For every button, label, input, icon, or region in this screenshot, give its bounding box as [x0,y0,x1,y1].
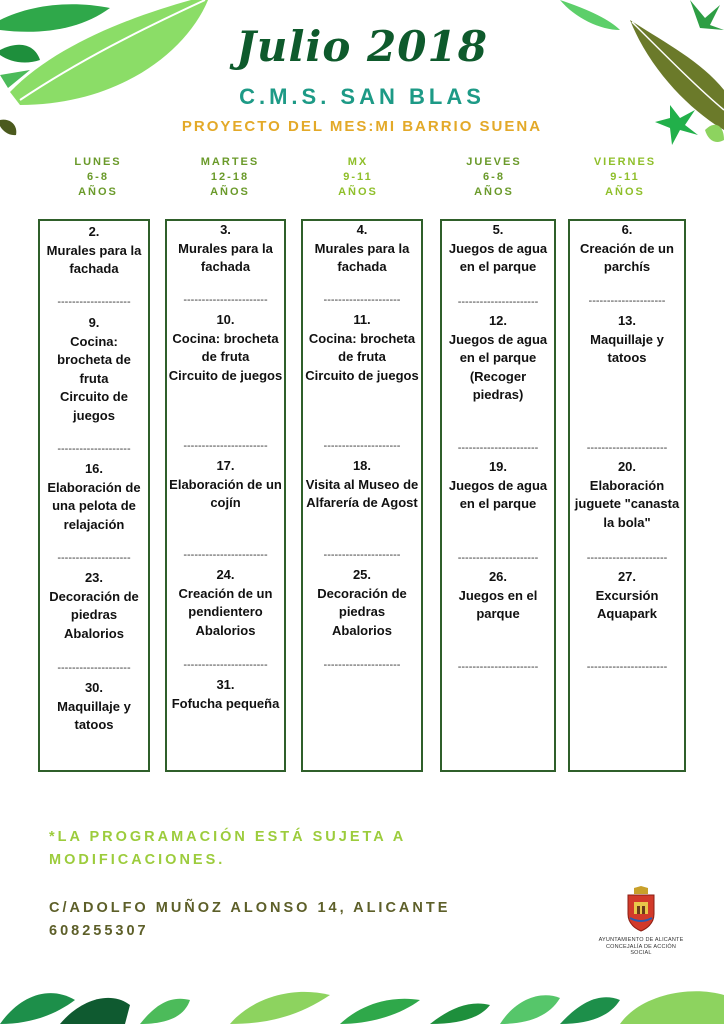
activity-entry [40,314,148,425]
activity-text: parque [476,606,520,621]
separator: ---------------------- [586,552,668,564]
activity-text: Elaboración de [47,479,141,495]
activity-text: Elaboración [589,477,665,493]
coat-of-arms-icon [624,886,658,932]
activity-text: Circuito de juegos [168,367,283,383]
activity-text: la bola" [603,514,651,530]
schedule-column-viernes [568,219,686,772]
address: C/ADOLFO MUÑOZ ALONSO 14, ALICANTE [49,900,451,916]
activity-entry [40,679,148,735]
date-number: 12. [488,313,508,328]
separator: ---------------------- [457,661,539,673]
activity-text: Cocina: brocheta [308,330,416,346]
date-number: 9. [88,315,100,330]
contact-info [49,897,509,943]
day-ages: 6-8 [87,171,109,183]
day-header-viernes [565,155,685,200]
activity-text: Elaboración de un [169,476,282,492]
day-ages-label: AÑOS [474,186,514,198]
activity-text: relajación [63,516,125,532]
date-number: 24. [216,567,235,582]
date-number: 11. [353,312,371,327]
date-number: 5. [492,222,504,237]
activity-text: Juegos en el [458,587,538,603]
activity-entry [303,566,421,640]
date-number: 18. [352,458,372,473]
separator: ----------------------- [183,294,268,306]
activity-text: piedras [338,604,386,619]
day-ages-label: AÑOS [338,186,378,198]
activity-text: Alfarería de Agost [306,495,418,510]
activity-text: juguete "canasta [574,496,680,511]
activity-entry [167,221,284,277]
activity-entry [303,221,421,277]
separator: --------------------- [588,295,666,307]
date-number: 23. [84,570,104,585]
date-number: 27. [617,569,637,584]
activity-text: una pelota de [52,498,136,513]
activity-text: Juegos de agua [448,240,548,256]
activity-text: Decoración de [49,588,139,604]
activity-text: fruta [79,370,109,386]
activity-text: Cocina: brocheta [172,330,279,346]
day-ages: 9-11 [343,171,373,183]
separator: --------------------- [323,659,401,671]
activity-entry [167,457,284,513]
activity-text: Abalorios [332,622,392,638]
separator: ---------------------- [457,552,539,564]
day-header-lunes [38,155,158,200]
separator: ----------------------- [183,659,268,671]
activity-text: pendientero [188,604,263,619]
day-ages-label: AÑOS [605,186,645,198]
day-name: MARTES [200,156,260,168]
activity-text: Excursión [595,587,659,603]
activity-text: piedras [70,607,118,622]
activity-entry [167,311,284,385]
activity-text: parchís [603,259,651,274]
day-ages: 12-18 [210,171,250,183]
date-number: 25. [352,567,372,582]
activity-text: en el parque [459,259,537,274]
day-header-jueves [434,155,554,200]
activity-entry [40,223,148,279]
separator: ---------------------- [586,661,668,673]
activity-text: Abalorios [64,625,124,641]
schedule-column-jueves [440,219,556,772]
date-number: 6. [621,222,633,237]
activity-entry [570,568,684,624]
day-ages: 6-8 [483,171,505,183]
separator: ---------------------- [586,442,668,454]
activity-entry [570,312,684,368]
activity-entry [442,312,554,405]
center-name: C.M.S. SAN BLAS [239,84,485,109]
day-ages-label: AÑOS [210,186,250,198]
activity-entry [303,311,421,385]
day-header-martes [170,155,290,200]
day-name: JUEVES [466,156,522,168]
separator: ----------------------- [183,549,268,561]
activity-text: fachada [337,259,387,274]
activity-text: tatoos [607,350,647,365]
disclaimer-line: MODIFICACIONES. [49,852,226,868]
schedule-column-lunes [38,219,150,772]
activity-text: en el parque [459,496,537,511]
activity-entry [167,566,284,640]
logo-text: CONCEJALÍA DE ACCIÓN SOCIAL [605,943,677,956]
activity-text: Maquillaje y [57,698,131,714]
separator: ----------------------- [183,440,268,452]
activity-text: Decoración de [317,585,407,601]
disclaimer-note [49,826,469,872]
separator: -------------------- [57,296,131,308]
activity-text: piedras) [472,387,524,402]
day-ages: 9-11 [610,171,640,183]
separator: -------------------- [57,443,131,455]
disclaimer-line: *LA PROGRAMACIÓN ESTÁ SUJETA A [49,829,407,845]
activity-entry [442,221,554,277]
separator: -------------------- [57,552,131,564]
activity-text: tatoos [74,717,114,732]
activity-entry [570,458,684,532]
activity-text: juegos [73,407,115,423]
activity-text: brocheta de [57,352,131,367]
date-number: 31. [216,677,235,692]
activity-entry [40,569,148,643]
activity-entry [40,460,148,534]
activity-text: Circuito de juegos [305,367,419,383]
schedule-column-martes [165,219,286,772]
date-number: 2. [88,224,100,239]
activity-text: Juegos de agua [448,477,548,493]
city-council-logo [596,886,686,957]
activity-entry [442,458,554,514]
activity-entry [442,568,554,624]
activity-text: Juegos de agua [448,331,548,347]
schedule-column-mx [301,219,423,772]
page-title: Julio 2018 [236,22,488,71]
activity-text: Fofucha pequeña [171,695,280,711]
activity-text: cojín [210,495,241,510]
activity-text: en el parque [459,350,537,365]
date-number: 13. [617,313,637,328]
activity-text: Circuito de [60,389,128,404]
activity-text: Cocina: [70,333,118,349]
separator: --------------------- [323,294,401,306]
activity-text: (Recoger [469,368,527,384]
activity-entry [303,457,421,513]
logo-text: AYUNTAMIENTO DE ALICANTE [598,937,684,943]
phone-number: 608255307 [49,923,149,939]
date-number: 19. [488,459,508,474]
date-number: 16. [84,461,104,476]
activity-text: fachada [200,259,251,274]
activity-text: Aquapark [597,606,657,621]
activity-entry [167,676,284,713]
separator: -------------------- [57,662,131,674]
activity-text: Creación de un [580,240,674,256]
date-number: 4. [356,222,368,237]
separator: ---------------------- [457,296,539,308]
activity-text: Murales para la [314,240,410,256]
activity-text: de fruta [338,349,386,364]
date-number: 20. [617,459,637,474]
date-number: 3. [220,222,231,237]
activity-text: fachada [69,261,119,276]
date-number: 30. [84,680,104,695]
day-name: VIERNES [593,156,657,168]
project-title: PROYECTO DEL MES:MI BARRIO SUENA [181,118,543,135]
activity-entry [570,221,684,277]
separator: --------------------- [323,549,401,561]
date-number: 10. [216,312,235,327]
day-name: MX [347,156,369,168]
activity-text: de fruta [201,349,250,364]
separator: ---------------------- [457,442,539,454]
activity-text: Maquillaje y [590,331,664,347]
separator: --------------------- [323,440,401,452]
activity-text: Murales para la [178,240,273,256]
activity-text: Murales para la [46,242,142,258]
activity-text: Abalorios [195,622,256,638]
activity-text: Creación de un [178,585,273,601]
day-ages-label: AÑOS [78,186,118,198]
day-header-mx [298,155,418,200]
date-number: 17. [216,458,235,473]
day-name: LUNES [74,156,122,168]
activity-text: Visita al Museo de [305,476,419,492]
date-number: 26. [488,569,508,584]
